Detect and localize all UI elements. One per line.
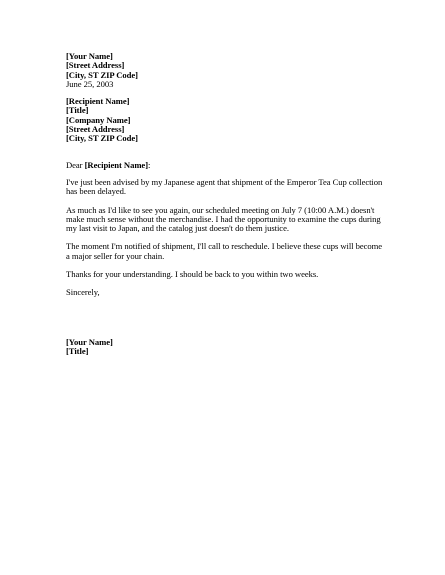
recipient-title: [Title] xyxy=(66,105,89,116)
recipient-company: [Company Name] xyxy=(66,114,131,125)
body-paragraph-4: Thanks for your understanding. I should be back to you within two weeks. xyxy=(66,269,319,280)
closing: Sincerely, xyxy=(66,287,100,298)
signature-name: [Your Name] xyxy=(66,336,113,347)
body-paragraph-1: I've just been advised by my Japanese agent that shipment of the Emperor Tea Cup collection has been delayed. xyxy=(66,176,383,197)
sender-name: [Your Name] xyxy=(66,51,113,61)
salutation xyxy=(66,161,386,170)
signature-title: [Title] xyxy=(66,345,89,356)
salutation-suffix: : xyxy=(148,159,151,170)
recipient-city: [City, ST ZIP Code] xyxy=(66,133,138,144)
letter-date: June 25, 2003 xyxy=(66,78,114,89)
letter-body xyxy=(66,52,386,356)
signature-block xyxy=(66,338,386,357)
body-paragraph-3: The moment I'm notified of shipment, I'll call to reschedule. I believe these cups will become a major seller for your chain. xyxy=(66,241,383,261)
sender-street: [Street Address] xyxy=(66,60,125,71)
sender-block xyxy=(66,52,386,89)
salutation-prefix: Dear xyxy=(66,159,85,170)
salutation-name: [Recipient Name] xyxy=(84,159,149,170)
body-paragraph-2: As much as I'd like to see you again, our scheduled meeting on July 7 (10:00 A.M.) doesn't make much sense without the merchandise. I had the opportunity to examine the cups during my last visit to Japan, and the catalog just doesn't do them justice. xyxy=(66,204,381,234)
recipient-street: [Street Address] xyxy=(66,124,125,135)
sender-city: [City, ST ZIP Code] xyxy=(66,69,138,80)
recipient-block xyxy=(66,97,386,143)
recipient-name: [Recipient Name] xyxy=(66,96,130,107)
